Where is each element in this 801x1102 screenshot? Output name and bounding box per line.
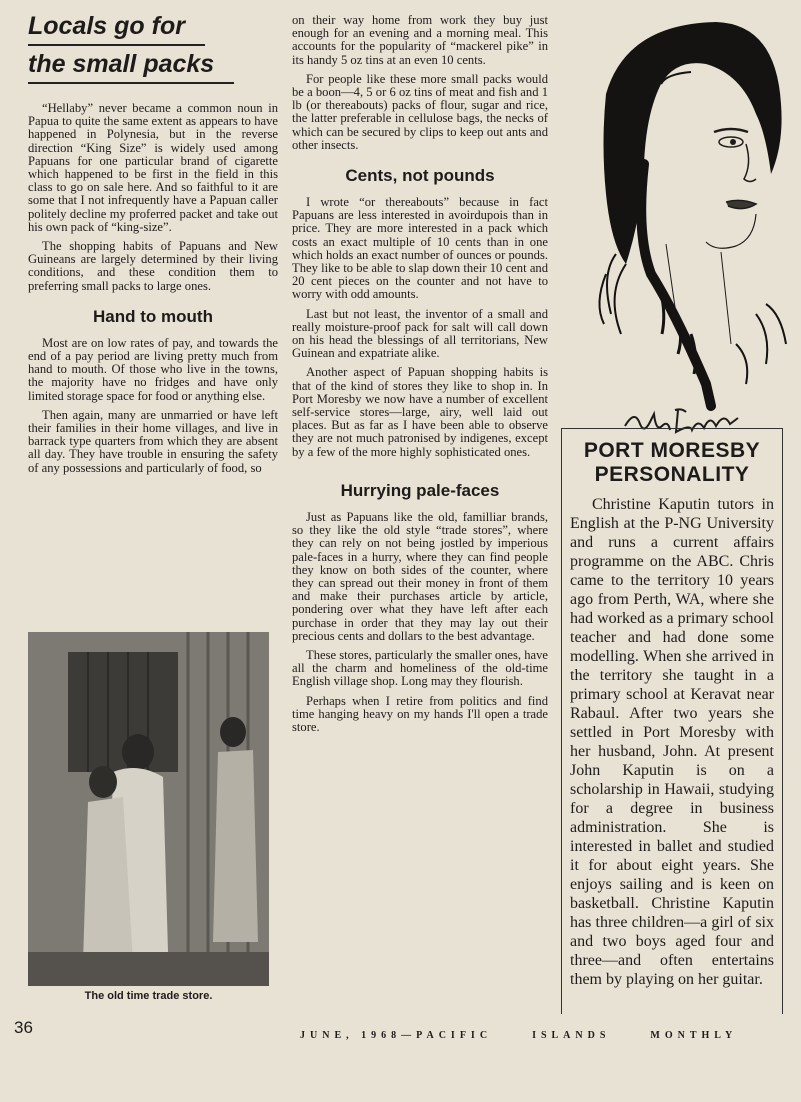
paragraph: on their way home from work they buy just enough for an evening and a morning meal. This accounts for the popularity of “mackerel pike” in its handy 5 oz tins at an even 10 cents. <box>292 13 548 67</box>
paragraph: Then again, many are unmarried or have left their families in their home villages, and live in barrack type quarters from which they are absent all day. They have trouble in ensuring the safety of any possessions and particularly of food, so <box>28 407 278 475</box>
box-title <box>570 439 774 487</box>
subhead-hurrying-pale-faces: Hurrying pale-faces <box>340 480 500 500</box>
photo-caption: The old time trade store. <box>84 990 213 1002</box>
page-number: 36 <box>14 1018 33 1037</box>
subhead-hand-to-mouth: Hand to mouth <box>93 306 213 326</box>
paragraph: I wrote “or thereabouts” because in fact Papuans are less interested in avoirdupois than in price. They are more interested in a pack which costs an exact multiple of 10 cents than in one which holds an exact number of ounces or pounds. They like to be able to slap down their 10 cent and 20 cent pieces on the counter and not have to worry with odd amounts. <box>292 195 548 302</box>
portrait-sketch <box>566 14 790 414</box>
subhead-cents-not-pounds: Cents, not pounds <box>345 166 495 186</box>
column-1 <box>28 8 278 481</box>
headline-line-2: the small packs <box>28 46 234 84</box>
trade-store-photo <box>28 632 269 986</box>
footer-dash: — <box>401 1030 417 1041</box>
box-title-line-2: PERSONALITY <box>594 463 750 486</box>
column-2 <box>292 14 548 740</box>
profile-text: Christine Kaputin tutors in English at the P-NG University and runs a current affairs programme on the ABC. Chris came to the territory 10 years ago from Perth, WA, where she had worked as a primary school teacher and had done some modelling. When she arrived in the territory she taught in a primary school at Keravat near Rabaul. After two years she settled in Port Moresby with her husband, John. At present John Kaputin is on a scholarship in Hawaii, studying for a degree in business administration. She is interested in ballet and studied it for about eight years. She enjoys sailing and is keen on basketball. Christine Kaputin has three children—a girl of six and two boys aged four and three—and often entertains them by playing on her guitar. <box>570 496 774 988</box>
paragraph: Another aspect of Papuan shopping habits is that of the kind of stores they like to shop in. In Port Moresby we now have a number of excellent self-service stores—large, airy, well laid out places. But as far as I have been able to observe they are not much patronised by indigenes, except by a few of the more highly sophisticated ones. <box>292 365 548 459</box>
article-body-4 <box>292 196 548 459</box>
paragraph: These stores, particularly the smaller ones, have all the charm and homeliness of the old-time English village shop. Long may they flourish. <box>292 647 548 689</box>
portrait-drawing <box>566 14 790 414</box>
footer-date: JUNE, 1968 <box>300 1030 402 1041</box>
article-body-2 <box>28 337 278 475</box>
paragraph: Last but not least, the inventor of a small and really moisture-proof pack for salt will call down on his head the blessings of all territorians, New Guinean and expatriate alike. <box>292 306 548 361</box>
article-body-5 <box>292 511 548 734</box>
box-title-line-1: PORT MORESBY <box>583 439 761 462</box>
footer-magazine-3: MONTHLY <box>650 1030 738 1041</box>
paragraph: Just as Papuans like the old, familliar brands, so they like the old style “trade stores”, where they can rely on not being jostled by imperious pale-faces in a hurry, where they can find people they know on both sides of the counter, where they can spread out their money in front of them and make their purchases article by article, pondering over what they have left after each purchase in order that they may lay out their precious cents and dollars to the best advantage. <box>292 509 548 643</box>
footer-line <box>300 1030 794 1041</box>
headline <box>28 8 278 84</box>
port-moresby-personality-box <box>561 428 783 1014</box>
headline-line-1: Locals go for <box>28 8 205 46</box>
paragraph: For people like these more small packs would be a boon—4, 5 or 6 oz tins of meat and fish and 1 lb (or thereabouts) packs of flour, sugar and rice, the latter preferable in cellulose bags, the necks of which can be secured by clips to keep out ants and other insects. <box>292 71 548 152</box>
paragraph: “Hellaby” never became a common noun in Papua to quite the same extent as appears to have happened in Polynesia, but in the reverse direction “King Size” is widely used among Papuans for one particular brand of cigarette which happened to be first in the field in this class to go on sale here. And so faithful to it are some that I not infrequently have a Papuan caller politely decline my proferred packet and take out his own pack of “king-size”. <box>28 101 278 234</box>
paragraph: The shopping habits of Papuans and New Guineans are largely determined by their living conditions, and these condition them to preferring small packs to large ones. <box>28 239 278 293</box>
paragraph: Perhaps when I retire from politics and find time hanging heavy on my hands I'll open a trade store. <box>292 693 548 734</box>
footer-magazine-1: PACIFIC <box>416 1030 493 1041</box>
footer-magazine-2: ISLANDS <box>532 1030 611 1041</box>
article-body-3 <box>292 14 548 152</box>
trade-store-photo-image <box>28 632 269 986</box>
article-body-1 <box>28 102 278 293</box>
paragraph: Most are on low rates of pay, and towards the end of a pay period are living pretty much from hand to mouth. Of those who live in the towns, the majority have no fridges and have only limited storage space for food or anything else. <box>28 335 278 403</box>
